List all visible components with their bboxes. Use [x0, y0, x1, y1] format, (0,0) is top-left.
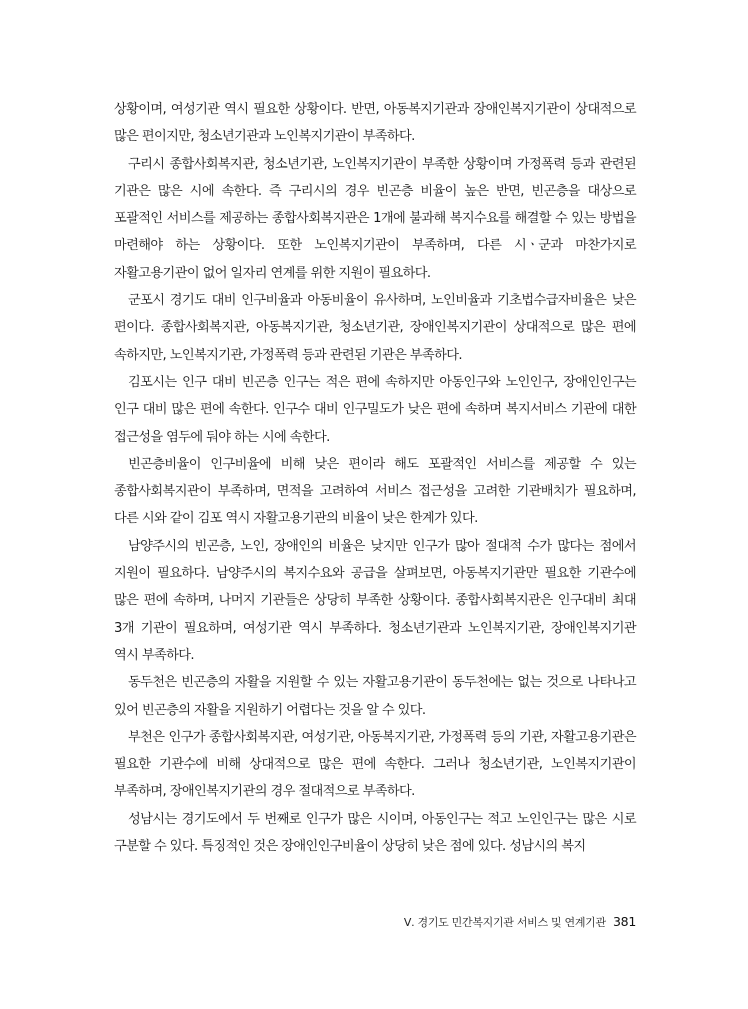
footer-section-title: Ⅴ. 경기도 민간복지기관 서비스 및 연계기관 — [403, 916, 606, 929]
paragraph: 남양주시의 빈곤층, 노인, 장애인의 비율은 낮지만 인구가 많아 절대적 수가 많다는 점에서 지원이 필요하다. 남양주시의 복지수요와 공급을 살펴보면, 아동복지기관만 필요한 기관수에 많은 편에 속하며, 나머지 기관들은 상당히 부족한 상황이다. 종합사회복지관은 인구대비 최대 3개 기관이 필요하며, 여성기관 역시 부족하다. 청소년기관과 노인복지기관, 장애인복지기관 역시 부족하다. — [114, 538, 636, 663]
paragraph: 부천은 인구가 종합사회복지관, 여성기관, 아동복지기관, 가정폭력 등의 기관, 자활고용기관은 필요한 기관수에 비해 상대적으로 많은 편에 속한다. 그러나 청소년기관, 노인복지기관이 부족하며, 장애인복지기관의 경우 절대적으로 부족하다. — [114, 729, 636, 800]
paragraph: 김포시는 인구 대비 빈곤층 인구는 적은 편에 속하지만 아동인구와 노인인구, 장애인인구는 인구 대비 많은 편에 속한다. 인구수 대비 인구밀도가 낮은 편에 속하며 복지서비스 기관에 대한 접근성을 염두에 둬야 하는 시에 속한다. — [114, 374, 637, 445]
page-footer — [370, 914, 636, 930]
paragraph: 군포시 경기도 대비 인구비율과 아동비율이 유사하며, 노인비율과 기초법수급자비율은 낮은 편이다. 종합사회복지관, 아동복지기관, 청소년기관, 장애인복지기관이 상대적으로 많은 편에 속하지만, 노인복지기관, 가정폭력 등과 관련된 기관은 부족하다. — [114, 293, 636, 363]
paragraph: 동두천은 빈곤층의 자활을 지원할 수 있는 자활고용기관이 동두천에는 없는 것으로 나타나고 있어 빈곤층의 자활을 지원하기 어렵다는 것을 알 수 있다. — [114, 675, 636, 718]
paragraph: 빈곤층비율이 인구비율에 비해 낮은 편이라 해도 포괄적인 서비스를 제공할 수 있는 종합사회복지관이 부족하며, 면적을 고려하여 서비스 접근성을 고려한 기관배치가 필요하며, 다른 시와 같이 김포 역시 자활고용기관의 비율이 낮은 한계가 있다. — [114, 456, 636, 527]
paragraph: 구리시 종합사회복지관, 청소년기관, 노인복지기관이 부족한 상황이며 가정폭력 등과 관련된 기관은 많은 시에 속한다. 즉 구리시의 경우 빈곤층 비율이 높은 반면, 빈곤층을 대상으로 포괄적인 서비스를 제공하는 종합사회복지관은 1개에 불과해 복지수요를 해결할 수 있는 방법을 마련해야 하는 상황이다. 또한 노인복지기관이 부족하며, 다른 시ㆍ군과 마찬가지로 자활고용기관이 없어 일자리 연계를 위한 지원이 필요하다. — [114, 156, 636, 281]
paragraph: 성남시는 경기도에서 두 번째로 인구가 많은 시이며, 아동인구는 적고 노인인구는 많은 시로 구분할 수 있다. 특징적인 것은 장애인인구비율이 상당히 낮은 점에 있다. 성남시의 복지 — [114, 811, 636, 855]
body-text — [114, 96, 636, 860]
page-number: 381 — [613, 914, 636, 929]
paragraph: 상황이며, 여성기관 역시 필요한 상황이다. 반면, 아동복지기관과 장애인복지기관이 상대적으로 많은 편이지만, 청소년기관과 노인복지기관이 부족하다. — [114, 102, 636, 145]
